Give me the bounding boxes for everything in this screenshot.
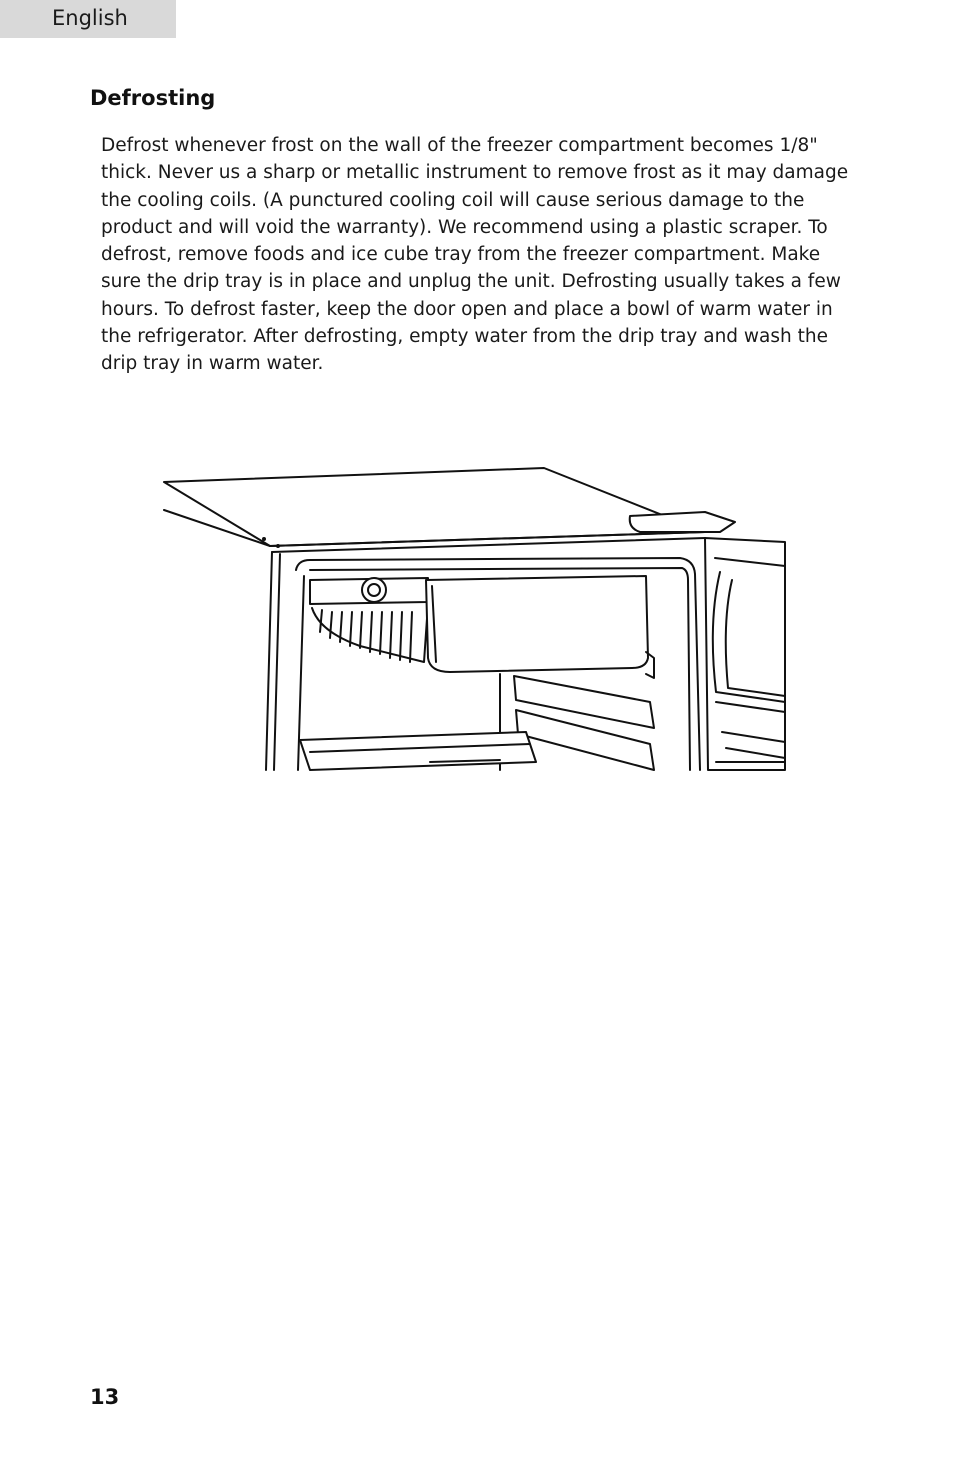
cabinet-left-wall xyxy=(266,552,272,770)
refrigerator-illustration xyxy=(160,462,790,772)
page-number: 13 xyxy=(90,1385,120,1409)
section-body-text: Defrost whenever frost on the wall of the freezer compartment becomes 1/8" thick. Never us a sharp or metallic instrument to remove frost as it may damage the cooling coils. (A punctured cooling coil will cause serious damage to the product and will void the warranty). We recommend using a plastic scraper. To defrost, remove foods and ice cube tray from the freezer compartment. Make sure the drip tray is in place and unplug the unit. Defrosting usually takes a few hours. To defrost faster, keep the door open and place a bowl of warm water in the refrigerator. After defrosting, empty water from the drip tray and wash the drip tray in warm water. xyxy=(101,135,849,375)
language-tab-label: English xyxy=(52,6,128,30)
door-hinge xyxy=(630,512,735,532)
language-tab xyxy=(0,0,176,38)
section-title: Defrosting xyxy=(90,86,216,110)
freezer-door xyxy=(426,576,648,672)
